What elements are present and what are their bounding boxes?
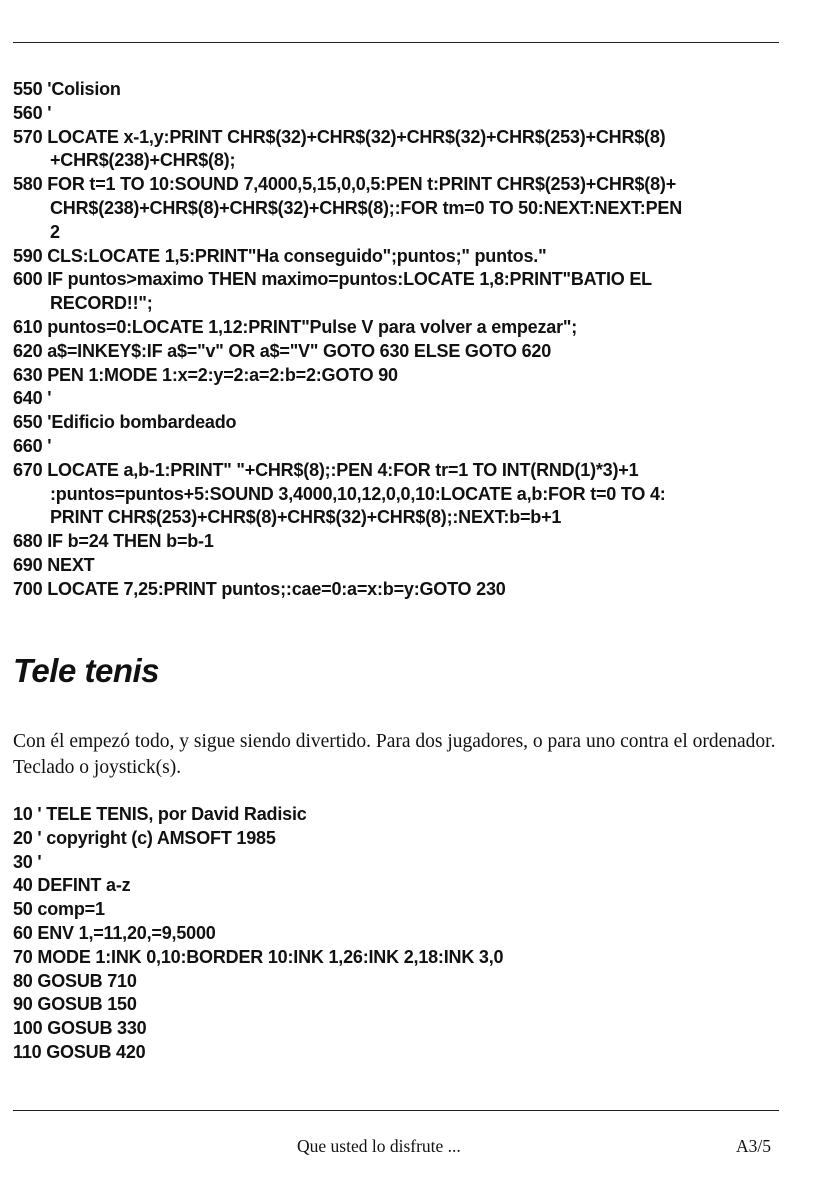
- code-line: 80 GOSUB 710: [13, 970, 137, 991]
- code-line: 640 ': [13, 388, 52, 409]
- code-line: 690 NEXT: [13, 554, 95, 575]
- code-line: 30 ': [13, 851, 42, 872]
- code-line: 620 a$=INKEY$:IF a$="v" OR a$="V" GOTO 630 ELSE GOTO 620: [13, 340, 552, 361]
- code-line: 650 'Edificio bombardeado: [13, 412, 237, 433]
- code-line: 100 GOSUB 330: [13, 1018, 147, 1039]
- code-line: 630 PEN 1:MODE 1:x=2:y=2:a=2:b=2:GOTO 90: [13, 364, 398, 385]
- top-rule: [13, 42, 779, 43]
- code-line: 700 LOCATE 7,25:PRINT puntos;:cae=0:a=x:b=y:GOTO 230: [13, 578, 506, 599]
- footer-title: Que usted lo disfrute ...: [297, 1136, 461, 1156]
- code-listing-bottom: [13, 803, 803, 1065]
- code-line: 60 ENV 1,=11,20,=9,5000: [13, 922, 216, 943]
- code-line: 50 comp=1: [13, 899, 105, 920]
- code-line-continuation: 2: [50, 221, 60, 242]
- section-title: Tele tenis: [13, 652, 159, 689]
- code-line: 590 CLS:LOCATE 1,5:PRINT"Ha conseguido";puntos;" puntos.": [13, 245, 547, 266]
- code-line: 90 GOSUB 150: [13, 994, 137, 1015]
- code-line: 600 IF puntos>maximo THEN maximo=puntos:LOCATE 1,8:PRINT"BATIO EL: [13, 269, 652, 290]
- code-listing-top: [13, 78, 803, 602]
- code-line: 560 ': [13, 102, 52, 123]
- code-line: 610 puntos=0:LOCATE 1,12:PRINT"Pulse V para volver a empezar";: [13, 316, 578, 337]
- code-line: 580 FOR t=1 TO 10:SOUND 7,4000,5,15,0,0,5:PEN t:PRINT CHR$(253)+CHR$(8)+: [13, 174, 677, 195]
- code-line: 40 DEFINT a-z: [13, 875, 131, 896]
- code-line: 10 ' TELE TENIS, por David Radisic: [13, 804, 307, 824]
- page-number: A3/5: [736, 1136, 771, 1156]
- code-line: 110 GOSUB 420: [13, 1041, 146, 1062]
- bottom-rule: [13, 1110, 779, 1111]
- code-line: 570 LOCATE x-1,y:PRINT CHR$(32)+CHR$(32)+CHR$(32)+CHR$(253)+CHR$(8): [13, 126, 666, 147]
- code-line-continuation: RECORD!!";: [50, 293, 153, 314]
- code-line: 20 ' copyright (c) AMSOFT 1985: [13, 827, 276, 848]
- code-line-continuation: +CHR$(238)+CHR$(8);: [50, 150, 236, 171]
- code-line: 670 LOCATE a,b-1:PRINT" "+CHR$(8);:PEN 4:FOR tr=1 TO INT(RND(1)*3)+1: [13, 459, 639, 480]
- code-line-continuation: PRINT CHR$(253)+CHR$(8)+CHR$(32)+CHR$(8);:NEXT:b=b+1: [50, 507, 562, 528]
- code-line-continuation: :puntos=puntos+5:SOUND 3,4000,10,12,0,0,10:LOCATE a,b:FOR t=0 TO 4:: [50, 483, 666, 504]
- code-line: 550 'Colision: [13, 79, 121, 99]
- code-line: 70 MODE 1:INK 0,10:BORDER 10:INK 1,26:INK 2,18:INK 3,0: [13, 946, 504, 967]
- intro-paragraph: Con él empezó todo, y sigue siendo divertido. Para dos jugadores, o para uno contra el ordenador. Teclado o joystick(s).: [13, 731, 776, 778]
- code-line-continuation: CHR$(238)+CHR$(8)+CHR$(32)+CHR$(8);:FOR tm=0 TO 50:NEXT:NEXT:PEN: [50, 197, 683, 218]
- code-line: 660 ': [13, 435, 52, 456]
- code-line: 680 IF b=24 THEN b=b-1: [13, 531, 214, 552]
